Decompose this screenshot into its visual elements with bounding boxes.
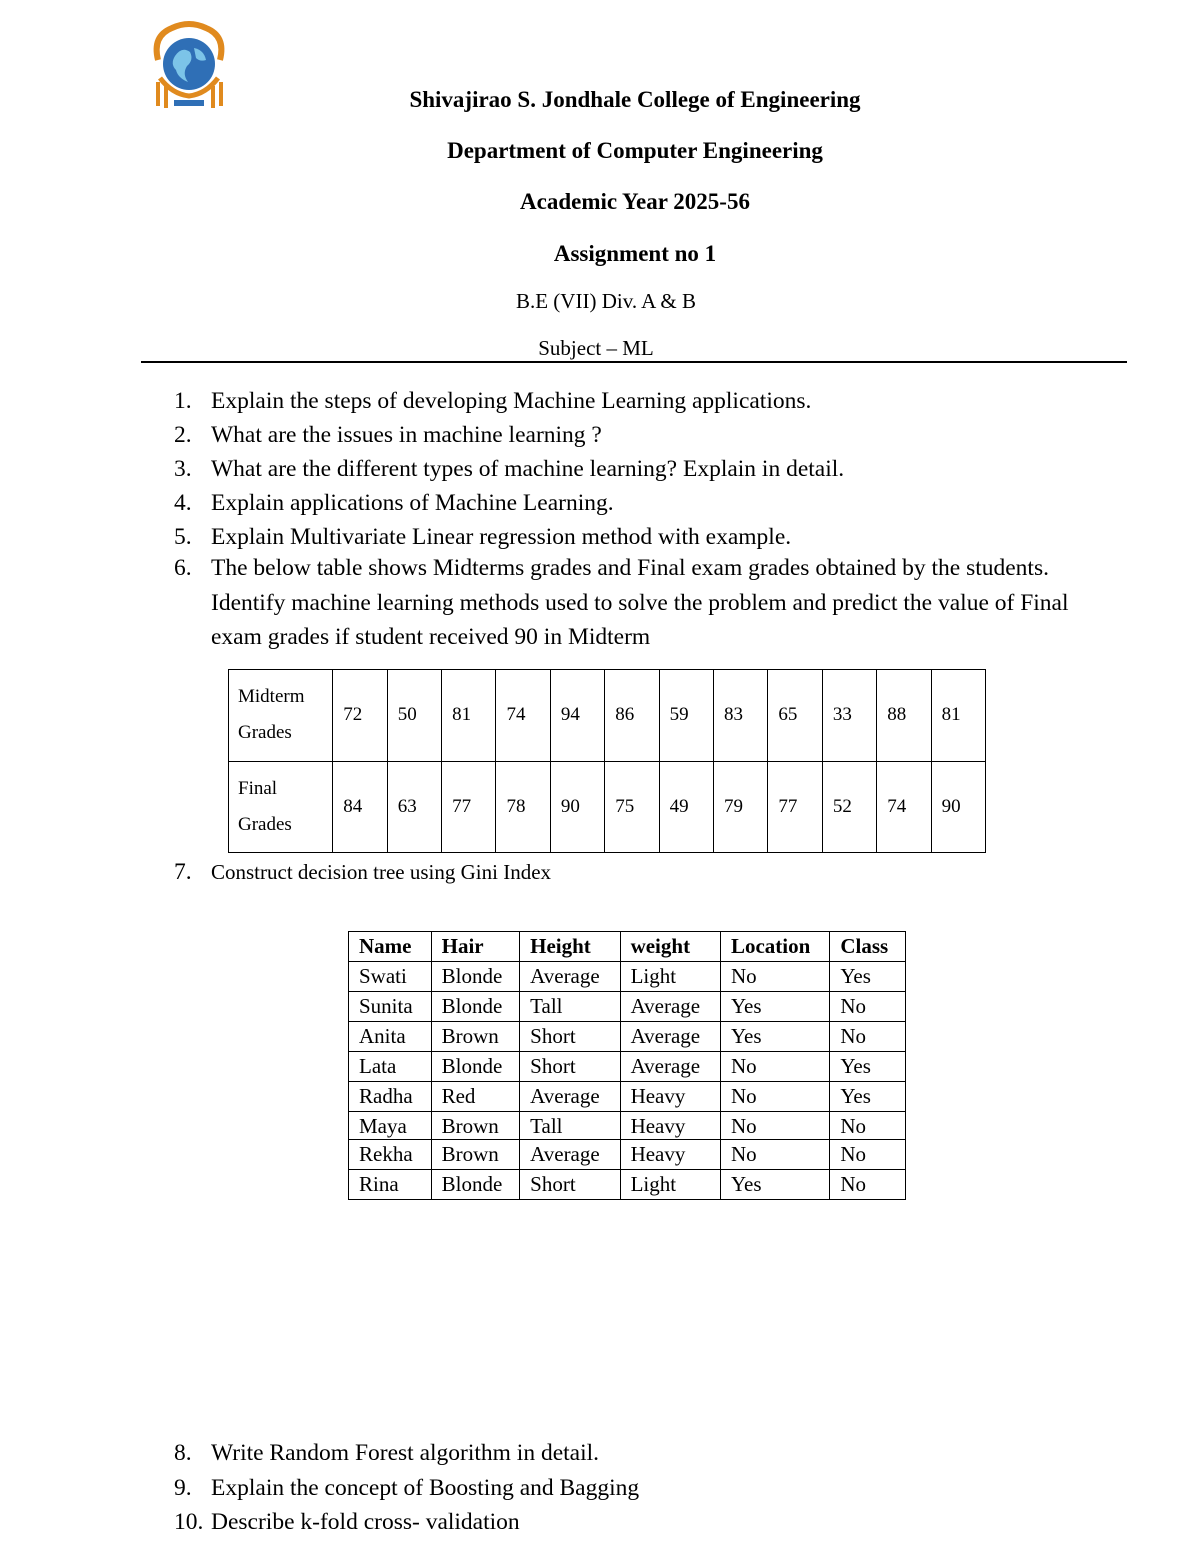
grade-cell: 75 bbox=[605, 761, 659, 853]
table-cell: No bbox=[830, 1112, 906, 1140]
department-name: Department of Computer Engineering bbox=[447, 138, 823, 163]
subject: Subject – ML bbox=[538, 336, 654, 360]
table-cell: No bbox=[830, 992, 906, 1022]
table-cell: Yes bbox=[830, 962, 906, 992]
decision-tree-table bbox=[348, 931, 906, 1200]
table-cell: Average bbox=[520, 1140, 620, 1170]
table-row bbox=[349, 992, 906, 1022]
grade-cell: 52 bbox=[822, 761, 876, 853]
table-cell: No bbox=[830, 1170, 906, 1200]
table-cell: Heavy bbox=[620, 1112, 720, 1140]
question bbox=[174, 551, 1124, 655]
table-row bbox=[229, 761, 986, 853]
table-cell: Tall bbox=[520, 1112, 620, 1140]
table-cell: Sunita bbox=[349, 992, 432, 1022]
table-cell: No bbox=[720, 962, 829, 992]
table-cell: Blonde bbox=[431, 1052, 520, 1082]
table-cell: Radha bbox=[349, 1082, 432, 1112]
class-division: B.E (VII) Div. A & B bbox=[515, 289, 697, 313]
question-number: 4. bbox=[174, 490, 192, 516]
table-row bbox=[349, 1140, 906, 1170]
grade-cell: 90 bbox=[931, 761, 985, 853]
table-cell: Red bbox=[431, 1082, 520, 1112]
grade-cell: 63 bbox=[387, 761, 441, 853]
grade-cell: 33 bbox=[822, 670, 876, 762]
grade-cell: 72 bbox=[333, 670, 387, 762]
table-cell: Average bbox=[620, 1052, 720, 1082]
grade-cell: 84 bbox=[333, 761, 387, 853]
column-header: Hair bbox=[431, 932, 520, 962]
row-header: Midterm Grades bbox=[229, 670, 333, 762]
table-row bbox=[229, 670, 986, 762]
table-cell: Brown bbox=[431, 1140, 520, 1170]
question-number: 9. bbox=[174, 1475, 192, 1501]
question-text: Explain the concept of Boosting and Bagging bbox=[211, 1475, 640, 1501]
table-cell: Average bbox=[520, 962, 620, 992]
table-row bbox=[349, 1052, 906, 1082]
table-cell: Short bbox=[520, 1170, 620, 1200]
table-cell: Light bbox=[620, 1170, 720, 1200]
college-name: Shivajirao S. Jondhale College of Engineering bbox=[409, 87, 861, 112]
grade-cell: 59 bbox=[659, 670, 713, 762]
table-cell: Average bbox=[520, 1082, 620, 1112]
question-text: What are the different types of machine learning? Explain in detail. bbox=[211, 456, 845, 482]
table-cell: Tall bbox=[520, 992, 620, 1022]
row-header: Final Grades bbox=[229, 761, 333, 853]
table-cell: No bbox=[720, 1112, 829, 1140]
table-cell: Yes bbox=[830, 1052, 906, 1082]
question-number: 6. bbox=[174, 555, 192, 581]
header-divider bbox=[141, 361, 1127, 363]
table-row bbox=[349, 1112, 906, 1140]
question bbox=[174, 452, 1134, 487]
question-text: Explain the steps of developing Machine Learning applications. bbox=[211, 388, 812, 414]
table-cell: Short bbox=[520, 1052, 620, 1082]
question-text: Describe k-fold cross- validation bbox=[211, 1509, 520, 1535]
table-cell: Short bbox=[520, 1022, 620, 1052]
table-cell: Average bbox=[620, 992, 720, 1022]
table-row bbox=[349, 1022, 906, 1052]
question-number: 1. bbox=[174, 388, 192, 414]
grade-cell: 78 bbox=[496, 761, 550, 853]
grade-cell: 86 bbox=[605, 670, 659, 762]
table-cell: Yes bbox=[720, 992, 829, 1022]
table-header-row bbox=[349, 932, 906, 962]
question-text: Explain Multivariate Linear regression method with example. bbox=[211, 524, 792, 550]
table-cell: No bbox=[830, 1140, 906, 1170]
academic-year: Academic Year 2025-56 bbox=[520, 189, 750, 214]
table-cell: Lata bbox=[349, 1052, 432, 1082]
question bbox=[174, 520, 1134, 555]
table-cell: Yes bbox=[720, 1022, 829, 1052]
table-cell: Blonde bbox=[431, 1170, 520, 1200]
table-cell: Maya bbox=[349, 1112, 432, 1140]
table-cell: Swati bbox=[349, 962, 432, 992]
table-cell: No bbox=[830, 1022, 906, 1052]
table-cell: Yes bbox=[720, 1170, 829, 1200]
grades-table bbox=[228, 669, 986, 853]
question-text: Explain applications of Machine Learning. bbox=[211, 490, 614, 516]
question-number: 3. bbox=[174, 456, 192, 482]
table-cell: Brown bbox=[431, 1022, 520, 1052]
grade-cell: 65 bbox=[768, 670, 822, 762]
grade-cell: 77 bbox=[442, 761, 496, 853]
question bbox=[174, 1505, 1134, 1540]
table-cell: Rekha bbox=[349, 1140, 432, 1170]
grade-cell: 88 bbox=[877, 670, 931, 762]
table-cell: Heavy bbox=[620, 1140, 720, 1170]
column-header: Class bbox=[830, 932, 906, 962]
question bbox=[174, 1436, 1134, 1471]
grade-cell: 50 bbox=[387, 670, 441, 762]
grade-cell: 74 bbox=[496, 670, 550, 762]
grade-cell: 79 bbox=[714, 761, 768, 853]
question bbox=[174, 384, 1134, 419]
question-text: What are the issues in machine learning ? bbox=[211, 422, 602, 448]
table-cell: No bbox=[720, 1082, 829, 1112]
grade-cell: 94 bbox=[550, 670, 604, 762]
grade-cell: 74 bbox=[877, 761, 931, 853]
table-row bbox=[349, 1082, 906, 1112]
column-header: weight bbox=[620, 932, 720, 962]
question-number: 7. bbox=[174, 859, 192, 885]
table-cell: No bbox=[720, 1140, 829, 1170]
question-text: The below table shows Midterms grades and Final exam grades obtained by the students. Identify machine learning methods used to solve the problem and predict the value of Final exam grades if student received 90 in Midterm bbox=[211, 555, 1069, 650]
grade-cell: 90 bbox=[550, 761, 604, 853]
table-cell: Light bbox=[620, 962, 720, 992]
table-cell: Average bbox=[620, 1022, 720, 1052]
question-number: 8. bbox=[174, 1440, 192, 1466]
question-number: 5. bbox=[174, 524, 192, 550]
column-header: Height bbox=[520, 932, 620, 962]
table-cell: Rina bbox=[349, 1170, 432, 1200]
table-cell: Anita bbox=[349, 1022, 432, 1052]
table-cell: Blonde bbox=[431, 992, 520, 1022]
question bbox=[174, 486, 1134, 521]
question-text: Write Random Forest algorithm in detail. bbox=[211, 1440, 600, 1466]
grade-cell: 49 bbox=[659, 761, 713, 853]
question-number: 2. bbox=[174, 422, 192, 448]
table-cell: Blonde bbox=[431, 962, 520, 992]
question bbox=[174, 1471, 1134, 1506]
question bbox=[174, 855, 1134, 890]
table-cell: Yes bbox=[830, 1082, 906, 1112]
assignment-title: Assignment no 1 bbox=[553, 241, 717, 266]
grade-cell: 83 bbox=[714, 670, 768, 762]
grade-cell: 81 bbox=[442, 670, 496, 762]
table-row bbox=[349, 962, 906, 992]
table-cell: No bbox=[720, 1052, 829, 1082]
table-row bbox=[349, 1170, 906, 1200]
question bbox=[174, 418, 1134, 453]
question-number: 10. bbox=[174, 1509, 204, 1535]
grade-cell: 81 bbox=[931, 670, 985, 762]
column-header: Location bbox=[720, 932, 829, 962]
column-header: Name bbox=[349, 932, 432, 962]
table-cell: Brown bbox=[431, 1112, 520, 1140]
grade-cell: 77 bbox=[768, 761, 822, 853]
question-text: Construct decision tree using Gini Index bbox=[211, 860, 552, 884]
table-cell: Heavy bbox=[620, 1082, 720, 1112]
